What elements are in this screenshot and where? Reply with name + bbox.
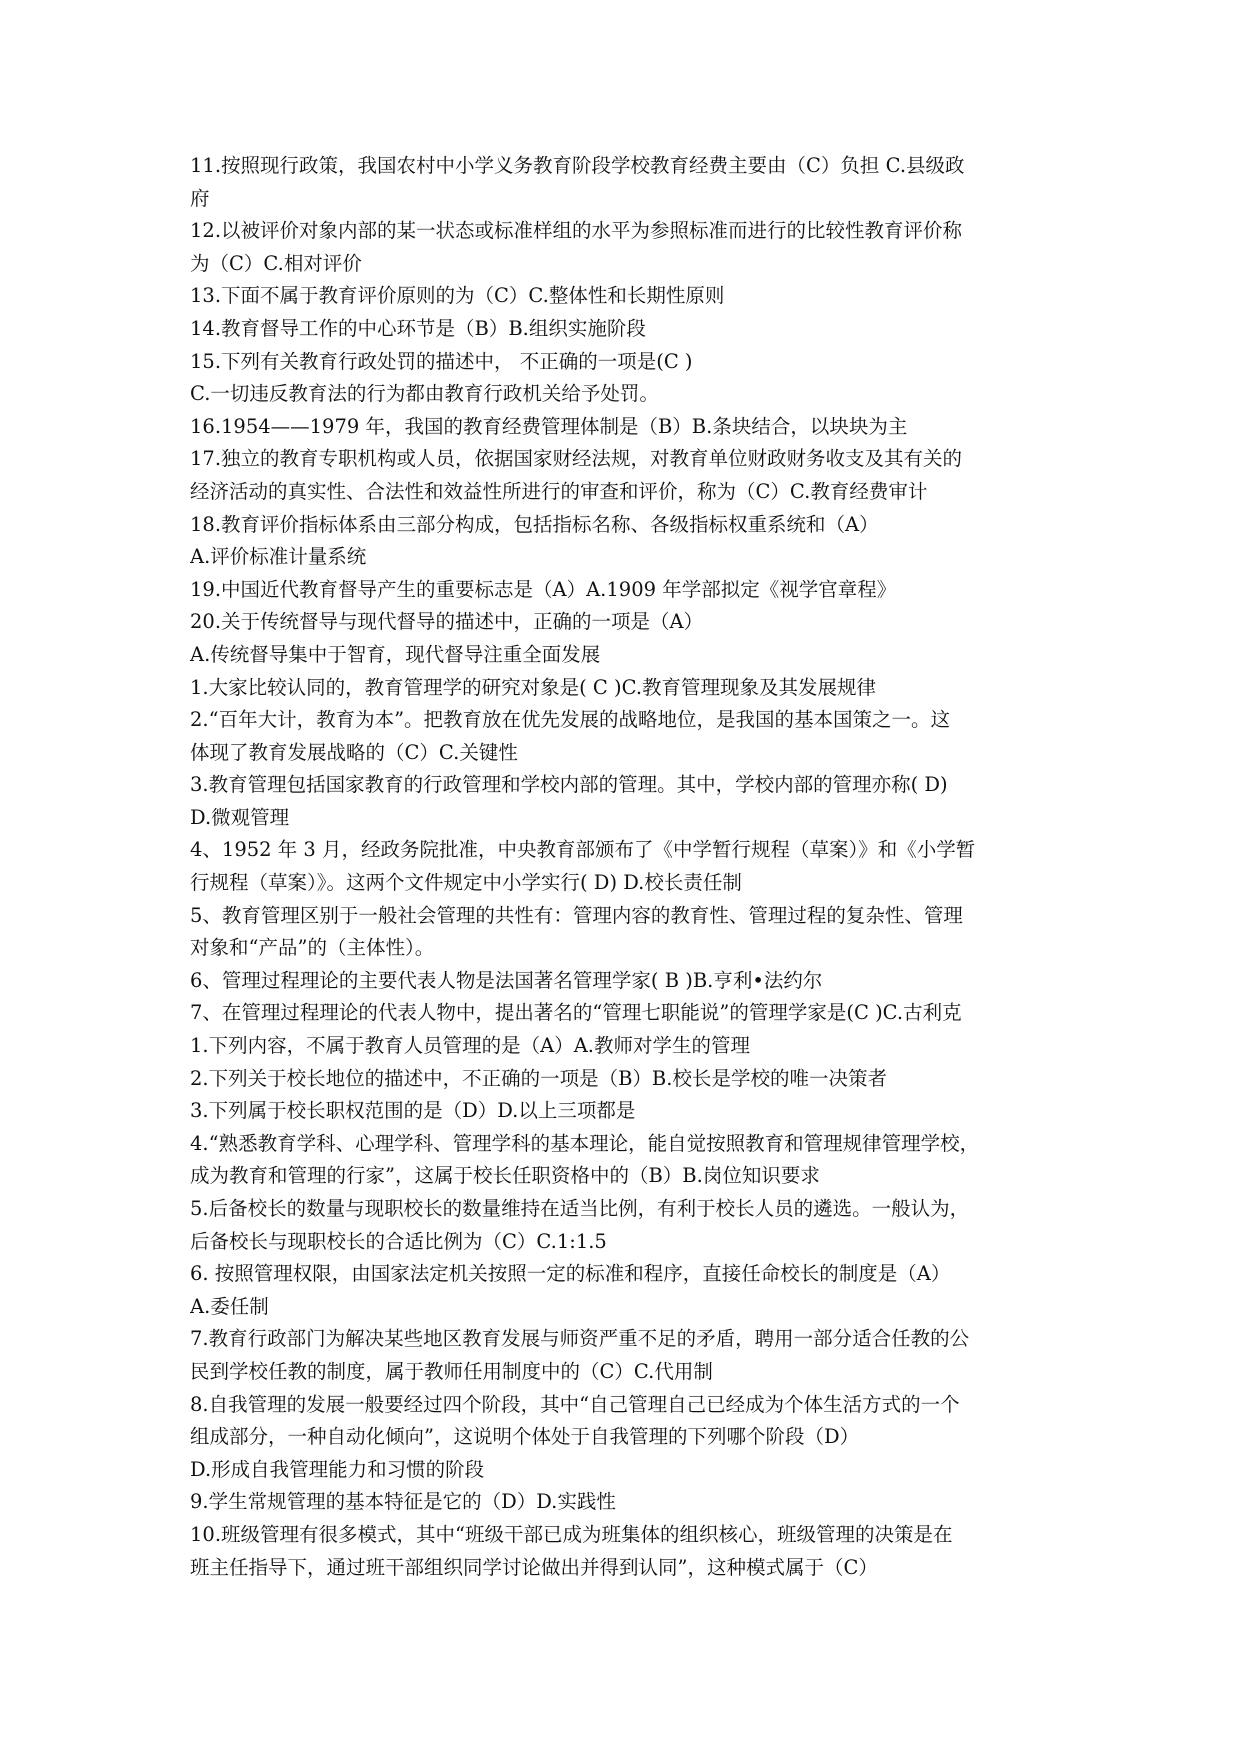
text-line: 18.教育评价指标体系由三部分构成，包括指标名称、各级指标权重系统和（A） [190, 512, 879, 536]
text-line: 13.下面不属于教育评价原则的为（C）C.整体性和长期性原则 [190, 284, 725, 308]
text-line: 体现了教育发展战略的（C）C.关键性 [190, 740, 518, 764]
text-line: 2.“百年大计，教育为本”。把教育放在优先发展的战略地位，是我国的基本国策之一。这 [190, 708, 951, 732]
text-line: 7.教育行政部门为解决某些地区教育发展与师资严重不足的矛盾，聘用一部分适合任教的公 [190, 1327, 970, 1351]
text-line: 3.下列属于校长职权范围的是（D）D.以上三项都是 [190, 1099, 636, 1123]
text-line: 6. 按照管理权限，由国家法定机关按照一定的标准和程序，直接任命校长的制度是（A） [190, 1262, 951, 1286]
text-line: A.评价标准计量系统 [190, 545, 367, 569]
text-line: 4、1952 年 3 月，经政务院批准，中央教育部颁布了《中学暂行规程（草案）》和《小学暂 [190, 838, 976, 862]
text-line: 班主任指导下，通过班干部组织同学讨论做出并得到认同”，这种模式属于（C） [190, 1555, 878, 1579]
text-line: 府 [190, 186, 210, 210]
text-line: A.传统督导集中于智育，现代督导注重全面发展 [190, 642, 601, 666]
text-line: 1.大家比较认同的，教育管理学的研究对象是( C )C.教育管理现象及其发展规律 [190, 675, 877, 699]
text-line: 16.1954——1979 年，我国的教育经费管理体制是（B）B.条块结合，以块块为主 [190, 414, 908, 438]
text-line: 组成部分，一种自动化倾向”，这说明个体处于自我管理的下列哪个阶段（D） [190, 1425, 860, 1449]
text-line: 10.班级管理有很多模式，其中“班级干部已成为班集体的组织核心，班级管理的决策是在 [190, 1522, 953, 1546]
text-line: 2.下列关于校长地位的描述中，不正确的一项是（B）B.校长是学校的唯一决策者 [190, 1066, 887, 1090]
text-line: 4.“熟悉教育学科、心理学科、管理学科的基本理论，能自觉按照教育和管理规律管理学校， [190, 1131, 980, 1155]
text-line: 5、教育管理区别于一般社会管理的共性有：管理内容的教育性、管理过程的复杂性、管理 [190, 903, 963, 927]
text-line: 20.关于传统督导与现代督导的描述中，正确的一项是（A） [190, 610, 704, 634]
document-body [190, 150, 1058, 1584]
text-line: 17.独立的教育专职机构或人员，依据国家财经法规，对教育单位财政财务收支及其有关的 [190, 447, 963, 471]
text-line: 11.按照现行政策，我国农村中小学义务教育阶段学校教育经费主要由（C）负担 C.县级政 [190, 154, 965, 177]
text-line: D.微观管理 [190, 805, 290, 829]
text-line: 对象和“产品”的（主体性）。 [190, 936, 435, 960]
text-line: C.一切违反教育法的行为都由教育行政机关给予处罚。 [190, 382, 659, 406]
text-line: 7、在管理过程理论的代表人物中，提出著名的“管理七职能说”的管理学家是(C )C.古利克 [190, 1001, 962, 1025]
text-line: A.委任制 [190, 1294, 269, 1318]
text-line: 3.教育管理包括国家教育的行政管理和学校内部的管理。其中，学校内部的管理亦称( D) [190, 773, 948, 797]
text-line: 19.中国近代教育督导产生的重要标志是（A）A.1909 年学部拟定《视学官章程》 [190, 577, 897, 601]
text-line: 1.下列内容，不属于教育人员管理的是（A）A.教师对学生的管理 [190, 1034, 750, 1058]
text-line: D.形成自我管理能力和习惯的阶段 [190, 1457, 485, 1481]
text-line: 5.后备校长的数量与现职校长的数量维持在适当比例，有利于校长人员的遴选。一般认为， [190, 1197, 970, 1220]
text-line: 为（C）C.相对评价 [190, 251, 362, 275]
text-line: 行规程（草案）》。这两个文件规定中小学实行( D) D.校长责任制 [190, 871, 742, 895]
text-line: 8.自我管理的发展一般要经过四个阶段，其中“自己管理自己已经成为个体生活方式的一个 [190, 1392, 960, 1416]
text-line: 14.教育督导工作的中心环节是（B）B.组织实施阶段 [190, 316, 646, 340]
text-line: 后备校长与现职校长的合适比例为（C）C.1:1.5 [190, 1229, 607, 1253]
text-line: 6、管理过程理论的主要代表人物是法国著名管理学家( B )B.亨利•法约尔 [190, 968, 823, 992]
text-line: 成为教育和管理的行家”，这属于校长任职资格中的（B）B.岗位知识要求 [190, 1164, 820, 1188]
text-line: 9.学生常规管理的基本特征是它的（D）D.实践性 [190, 1490, 616, 1514]
text-line: 12.以被评价对象内部的某一状态或标准样组的水平为参照标准而进行的比较性教育评价称 [190, 219, 963, 243]
text-line: 经济活动的真实性、合法性和效益性所进行的审查和评价，称为（C）C.教育经费审计 [190, 479, 928, 503]
text-line: 15.下列有关教育行政处罚的描述中， 不正确的一项是(C ) [190, 349, 693, 373]
text-line: 民到学校任教的制度，属于教师任用制度中的（C）C.代用制 [190, 1359, 713, 1383]
